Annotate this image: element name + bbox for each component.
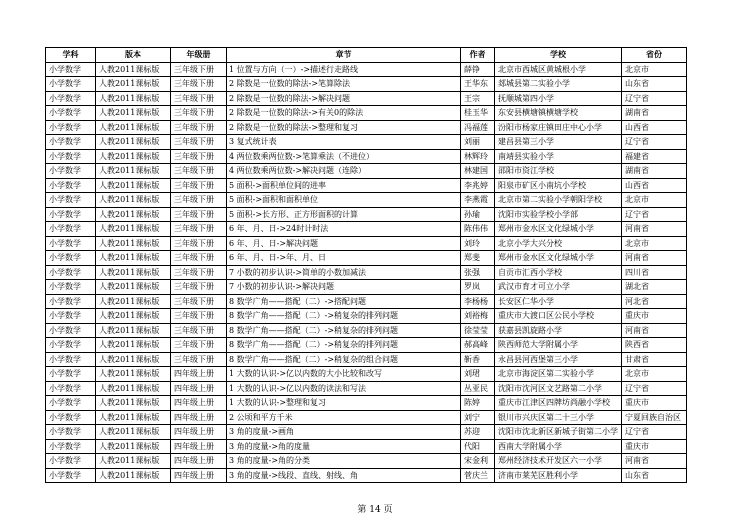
table-row [46, 106, 687, 121]
cell-school: 沈阳市沈北新区新城子街第二小学 [495, 425, 622, 440]
cell-province: 河南省 [622, 251, 687, 266]
cell-version: 人教2011课标版 [96, 425, 171, 440]
cell-province: 四川省 [622, 265, 687, 280]
table-row [46, 381, 687, 396]
cell-province: 山西省 [622, 120, 687, 135]
cell-subject: 小学数学 [46, 62, 96, 77]
cell-chapter: 2 除数是一位数的除法->笔算除法 [227, 77, 461, 92]
cell-school: 东安县横塘镇横塘学校 [495, 106, 622, 121]
table-row [46, 120, 687, 135]
cell-subject: 小学数学 [46, 410, 96, 425]
cell-author: 陈婷 [461, 396, 495, 411]
table-row [46, 323, 687, 338]
cell-author: 刘丽 [461, 135, 495, 150]
page-number: 第 14 页 [357, 505, 393, 515]
cell-grade: 三年级下册 [171, 164, 227, 179]
cell-province: 辽宁省 [622, 381, 687, 396]
cell-version: 人教2011课标版 [96, 207, 171, 222]
cell-province: 辽宁省 [622, 207, 687, 222]
cell-version: 人教2011课标版 [96, 468, 171, 483]
cell-school: 西南大学附属小学 [495, 439, 622, 454]
cell-subject: 小学数学 [46, 265, 96, 280]
table-row [46, 468, 687, 483]
cell-grade: 三年级下册 [171, 149, 227, 164]
cell-school: 北京市海淀区第二实验小学 [495, 367, 622, 382]
cell-grade: 四年级上册 [171, 439, 227, 454]
cell-author: 丛亚民 [461, 381, 495, 396]
cell-grade: 三年级下册 [171, 309, 227, 324]
cell-subject: 小学数学 [46, 106, 96, 121]
cell-subject: 小学数学 [46, 207, 96, 222]
cell-author: 代阳 [461, 439, 495, 454]
cell-chapter: 5 面积->长方形、正方形面积的计算 [227, 207, 461, 222]
cell-author: 宋金利 [461, 454, 495, 469]
cell-version: 人教2011课标版 [96, 62, 171, 77]
cell-grade: 四年级上册 [171, 396, 227, 411]
table-row [46, 135, 687, 150]
cell-subject: 小学数学 [46, 280, 96, 295]
cell-author: 薛铮 [461, 62, 495, 77]
cell-version: 人教2011课标版 [96, 149, 171, 164]
cell-version: 人教2011课标版 [96, 294, 171, 309]
cell-school: 陕西师范大学附属小学 [495, 338, 622, 353]
table-row [46, 251, 687, 266]
cell-province: 湖北省 [622, 280, 687, 295]
cell-province: 山东省 [622, 468, 687, 483]
table-row [46, 164, 687, 179]
cell-version: 人教2011课标版 [96, 367, 171, 382]
table-row [46, 149, 687, 164]
cell-chapter: 5 面积->面积单位间的进率 [227, 178, 461, 193]
cell-province: 山东省 [622, 77, 687, 92]
cell-version: 人教2011课标版 [96, 91, 171, 106]
cell-grade: 四年级上册 [171, 410, 227, 425]
cell-author: 郑斐 [461, 251, 495, 266]
cell-grade: 三年级下册 [171, 120, 227, 135]
cell-school: 济南市莱芜区胜利小学 [495, 468, 622, 483]
cell-version: 人教2011课标版 [96, 193, 171, 208]
table-row [46, 396, 687, 411]
cell-version: 人教2011课标版 [96, 410, 171, 425]
cell-school: 永昌县河西堡第三小学 [495, 352, 622, 367]
cell-grade: 三年级下册 [171, 106, 227, 121]
cell-school: 长安区仁华小学 [495, 294, 622, 309]
cell-version: 人教2011课标版 [96, 323, 171, 338]
cell-school: 阳泉市矿区小南坑小学校 [495, 178, 622, 193]
cell-author: 李兆婷 [461, 178, 495, 193]
cell-province: 北京市 [622, 193, 687, 208]
cell-chapter: 3 角的度量->角的分类 [227, 454, 461, 469]
cell-school: 汾阳市杨家庄镇田庄中心小学 [495, 120, 622, 135]
cell-subject: 小学数学 [46, 135, 96, 150]
table-row [46, 265, 687, 280]
cell-grade: 四年级上册 [171, 367, 227, 382]
table-header-row [46, 48, 687, 63]
cell-chapter: 1 大数的认识->亿以内数的大小比较和改写 [227, 367, 461, 382]
cell-subject: 小学数学 [46, 294, 96, 309]
table-row [46, 439, 687, 454]
cell-school: 抚顺城第四小学 [495, 91, 622, 106]
cell-chapter: 8 数学广角——搭配（二）->稍复杂的排列问题 [227, 309, 461, 324]
cell-subject: 小学数学 [46, 338, 96, 353]
cell-school: 获嘉县凯旋路小学 [495, 323, 622, 338]
table-row [46, 309, 687, 324]
cell-author: 菅庆兰 [461, 468, 495, 483]
cell-chapter: 3 复式统计表 [227, 135, 461, 150]
header-province: 省份 [622, 48, 687, 63]
cell-chapter: 1 大数的认识->亿以内数的读法和写法 [227, 381, 461, 396]
cell-version: 人教2011课标版 [96, 265, 171, 280]
cell-author: 冯福莲 [461, 120, 495, 135]
cell-province: 重庆市 [622, 309, 687, 324]
cell-subject: 小学数学 [46, 149, 96, 164]
cell-author: 林建国 [461, 164, 495, 179]
cell-chapter: 8 数学广角——搭配（二）->搭配问题 [227, 294, 461, 309]
cell-subject: 小学数学 [46, 381, 96, 396]
cell-chapter: 6 年、月、日->解决问题 [227, 236, 461, 251]
cell-subject: 小学数学 [46, 425, 96, 440]
cell-author: 苏迎 [461, 425, 495, 440]
cell-school: 自贡市汇西小学校 [495, 265, 622, 280]
cell-school: 郑州市金水区文化绿城小学 [495, 251, 622, 266]
cell-chapter: 8 数学广角——搭配（二）->稍复杂的排列问题 [227, 323, 461, 338]
cell-province: 河南省 [622, 323, 687, 338]
table-row [46, 178, 687, 193]
table-row [46, 236, 687, 251]
cell-province: 辽宁省 [622, 135, 687, 150]
table-row [46, 207, 687, 222]
cell-subject: 小学数学 [46, 164, 96, 179]
cell-grade: 三年级下册 [171, 77, 227, 92]
cell-subject: 小学数学 [46, 309, 96, 324]
cell-grade: 三年级下册 [171, 280, 227, 295]
table-row [46, 425, 687, 440]
cell-version: 人教2011课标版 [96, 454, 171, 469]
cell-subject: 小学数学 [46, 178, 96, 193]
cell-version: 人教2011课标版 [96, 381, 171, 396]
cell-chapter: 7 小数的初步认识->解决问题 [227, 280, 461, 295]
cell-author: 林辉玲 [461, 149, 495, 164]
cell-grade: 三年级下册 [171, 236, 227, 251]
cell-school: 沈阳市实验学校小学部 [495, 207, 622, 222]
cell-subject: 小学数学 [46, 454, 96, 469]
cell-school: 重庆市江津区四牌坊尚融小学校 [495, 396, 622, 411]
cell-grade: 三年级下册 [171, 338, 227, 353]
cell-chapter: 3 角的度量->角的度量 [227, 439, 461, 454]
cell-subject: 小学数学 [46, 352, 96, 367]
cell-school: 重庆市大渡口区公民小学校 [495, 309, 622, 324]
cell-chapter: 2 除数是一位数的除法->有关0的除法 [227, 106, 461, 121]
cell-subject: 小学数学 [46, 439, 96, 454]
cell-grade: 三年级下册 [171, 193, 227, 208]
cell-author: 李燕霞 [461, 193, 495, 208]
cell-version: 人教2011课标版 [96, 135, 171, 150]
cell-grade: 四年级上册 [171, 425, 227, 440]
cell-school: 武汉市育才可立小学 [495, 280, 622, 295]
cell-version: 人教2011课标版 [96, 164, 171, 179]
cell-author: 靳香 [461, 352, 495, 367]
cell-author: 刘珺 [461, 367, 495, 382]
cell-version: 人教2011课标版 [96, 236, 171, 251]
cell-school: 郑州市金水区文化绿城小学 [495, 222, 622, 237]
cell-chapter: 5 面积->面积和面积单位 [227, 193, 461, 208]
cell-author: 刘宁 [461, 410, 495, 425]
cell-author: 孙瑜 [461, 207, 495, 222]
cell-version: 人教2011课标版 [96, 352, 171, 367]
cell-subject: 小学数学 [46, 222, 96, 237]
table-row [46, 454, 687, 469]
cell-subject: 小学数学 [46, 77, 96, 92]
cell-grade: 三年级下册 [171, 265, 227, 280]
cell-grade: 三年级下册 [171, 222, 227, 237]
cell-grade: 三年级下册 [171, 294, 227, 309]
cell-province: 北京市 [622, 367, 687, 382]
cell-chapter: 2 除数是一位数的除法->整理和复习 [227, 120, 461, 135]
cell-grade: 三年级下册 [171, 135, 227, 150]
table-row [46, 62, 687, 77]
table-row [46, 222, 687, 237]
table-row [46, 91, 687, 106]
table-row [46, 280, 687, 295]
table-row [46, 338, 687, 353]
cell-school: 北京小学大兴分校 [495, 236, 622, 251]
cell-province: 辽宁省 [622, 425, 687, 440]
cell-version: 人教2011课标版 [96, 396, 171, 411]
cell-grade: 三年级下册 [171, 207, 227, 222]
cell-subject: 小学数学 [46, 468, 96, 483]
cell-province: 辽宁省 [622, 91, 687, 106]
cell-author: 刘玲 [461, 236, 495, 251]
cell-school: 邵阳市资江学校 [495, 164, 622, 179]
cell-province: 山西省 [622, 178, 687, 193]
header-subject: 学科 [46, 48, 96, 63]
cell-school: 郑州经济技术开发区六一小学 [495, 454, 622, 469]
cell-province: 河南省 [622, 222, 687, 237]
cell-school: 建昌县第三小学 [495, 135, 622, 150]
cell-grade: 四年级上册 [171, 454, 227, 469]
header-version: 版本 [96, 48, 171, 63]
cell-author: 陈伟伟 [461, 222, 495, 237]
cell-chapter: 3 角的度量->画角 [227, 425, 461, 440]
cell-subject: 小学数学 [46, 323, 96, 338]
cell-author: 王华东 [461, 77, 495, 92]
cell-subject: 小学数学 [46, 193, 96, 208]
cell-author: 李杨杨 [461, 294, 495, 309]
cell-chapter: 8 数学广角——搭配（二）->稍复杂的组合问题 [227, 352, 461, 367]
cell-author: 张强 [461, 265, 495, 280]
cell-chapter: 1 大数的认识->整理和复习 [227, 396, 461, 411]
cell-subject: 小学数学 [46, 367, 96, 382]
cell-province: 甘肃省 [622, 352, 687, 367]
cell-version: 人教2011课标版 [96, 251, 171, 266]
cell-school: 北京市第二实验小学朝阳学校 [495, 193, 622, 208]
cell-grade: 三年级下册 [171, 323, 227, 338]
cell-province: 福建省 [622, 149, 687, 164]
cell-grade: 三年级下册 [171, 251, 227, 266]
cell-province: 湖南省 [622, 164, 687, 179]
table-row [46, 367, 687, 382]
cell-version: 人教2011课标版 [96, 77, 171, 92]
course-table [45, 47, 687, 483]
cell-author: 徐莹莹 [461, 323, 495, 338]
table-row [46, 77, 687, 92]
cell-author: 桂玉华 [461, 106, 495, 121]
cell-chapter: 7 小数的初步认识->简单的小数加减法 [227, 265, 461, 280]
cell-grade: 三年级下册 [171, 62, 227, 77]
cell-subject: 小学数学 [46, 120, 96, 135]
cell-version: 人教2011课标版 [96, 222, 171, 237]
cell-province: 河北省 [622, 294, 687, 309]
cell-subject: 小学数学 [46, 251, 96, 266]
cell-grade: 三年级下册 [171, 178, 227, 193]
cell-province: 河南省 [622, 454, 687, 469]
cell-version: 人教2011课标版 [96, 338, 171, 353]
cell-school: 银川市兴庆区第二十三小学 [495, 410, 622, 425]
cell-school: 沈阳市沈河区文艺路第二小学 [495, 381, 622, 396]
cell-author: 郝高峰 [461, 338, 495, 353]
header-author: 作者 [461, 48, 495, 63]
cell-author: 罗岚 [461, 280, 495, 295]
table-row [46, 410, 687, 425]
cell-province: 湖南省 [622, 106, 687, 121]
cell-province: 重庆市 [622, 396, 687, 411]
cell-chapter: 6 年、月、日->年、月、日 [227, 251, 461, 266]
table-body [46, 62, 687, 483]
cell-subject: 小学数学 [46, 91, 96, 106]
cell-chapter: 3 角的度量->线段、直线、射线、角 [227, 468, 461, 483]
cell-subject: 小学数学 [46, 396, 96, 411]
cell-chapter: 8 数学广角——搭配（二）->稍复杂的排列问题 [227, 338, 461, 353]
cell-grade: 四年级上册 [171, 381, 227, 396]
cell-province: 重庆市 [622, 439, 687, 454]
cell-grade: 三年级下册 [171, 352, 227, 367]
cell-version: 人教2011课标版 [96, 439, 171, 454]
cell-school: 北京市西城区黄城根小学 [495, 62, 622, 77]
cell-chapter: 4 两位数乘两位数->解决问题（连除） [227, 164, 461, 179]
cell-chapter: 2 公顷和平方千米 [227, 410, 461, 425]
cell-chapter: 2 除数是一位数的除法->解决问题 [227, 91, 461, 106]
cell-grade: 三年级下册 [171, 91, 227, 106]
header-school: 学校 [495, 48, 622, 63]
table-row [46, 193, 687, 208]
cell-version: 人教2011课标版 [96, 280, 171, 295]
cell-province: 宁夏回族自治区 [622, 410, 687, 425]
cell-grade: 四年级上册 [171, 468, 227, 483]
table-row [46, 294, 687, 309]
table-row [46, 352, 687, 367]
header-chapter: 章节 [227, 48, 461, 63]
cell-chapter: 4 两位数乘两位数->笔算乘法（不进位） [227, 149, 461, 164]
cell-version: 人教2011课标版 [96, 120, 171, 135]
cell-subject: 小学数学 [46, 236, 96, 251]
cell-author: 刘裕梅 [461, 309, 495, 324]
cell-province: 陕西省 [622, 338, 687, 353]
cell-province: 北京市 [622, 62, 687, 77]
cell-author: 王宗 [461, 91, 495, 106]
cell-version: 人教2011课标版 [96, 309, 171, 324]
cell-school: 南靖县实验小学 [495, 149, 622, 164]
cell-chapter: 6 年、月、日->24时计时法 [227, 222, 461, 237]
cell-version: 人教2011课标版 [96, 106, 171, 121]
cell-province: 北京市 [622, 236, 687, 251]
cell-school: 郯城县第二实验小学 [495, 77, 622, 92]
cell-chapter: 1 位置与方向（一）->描述行走路线 [227, 62, 461, 77]
header-grade: 年级册 [171, 48, 227, 63]
cell-version: 人教2011课标版 [96, 178, 171, 193]
